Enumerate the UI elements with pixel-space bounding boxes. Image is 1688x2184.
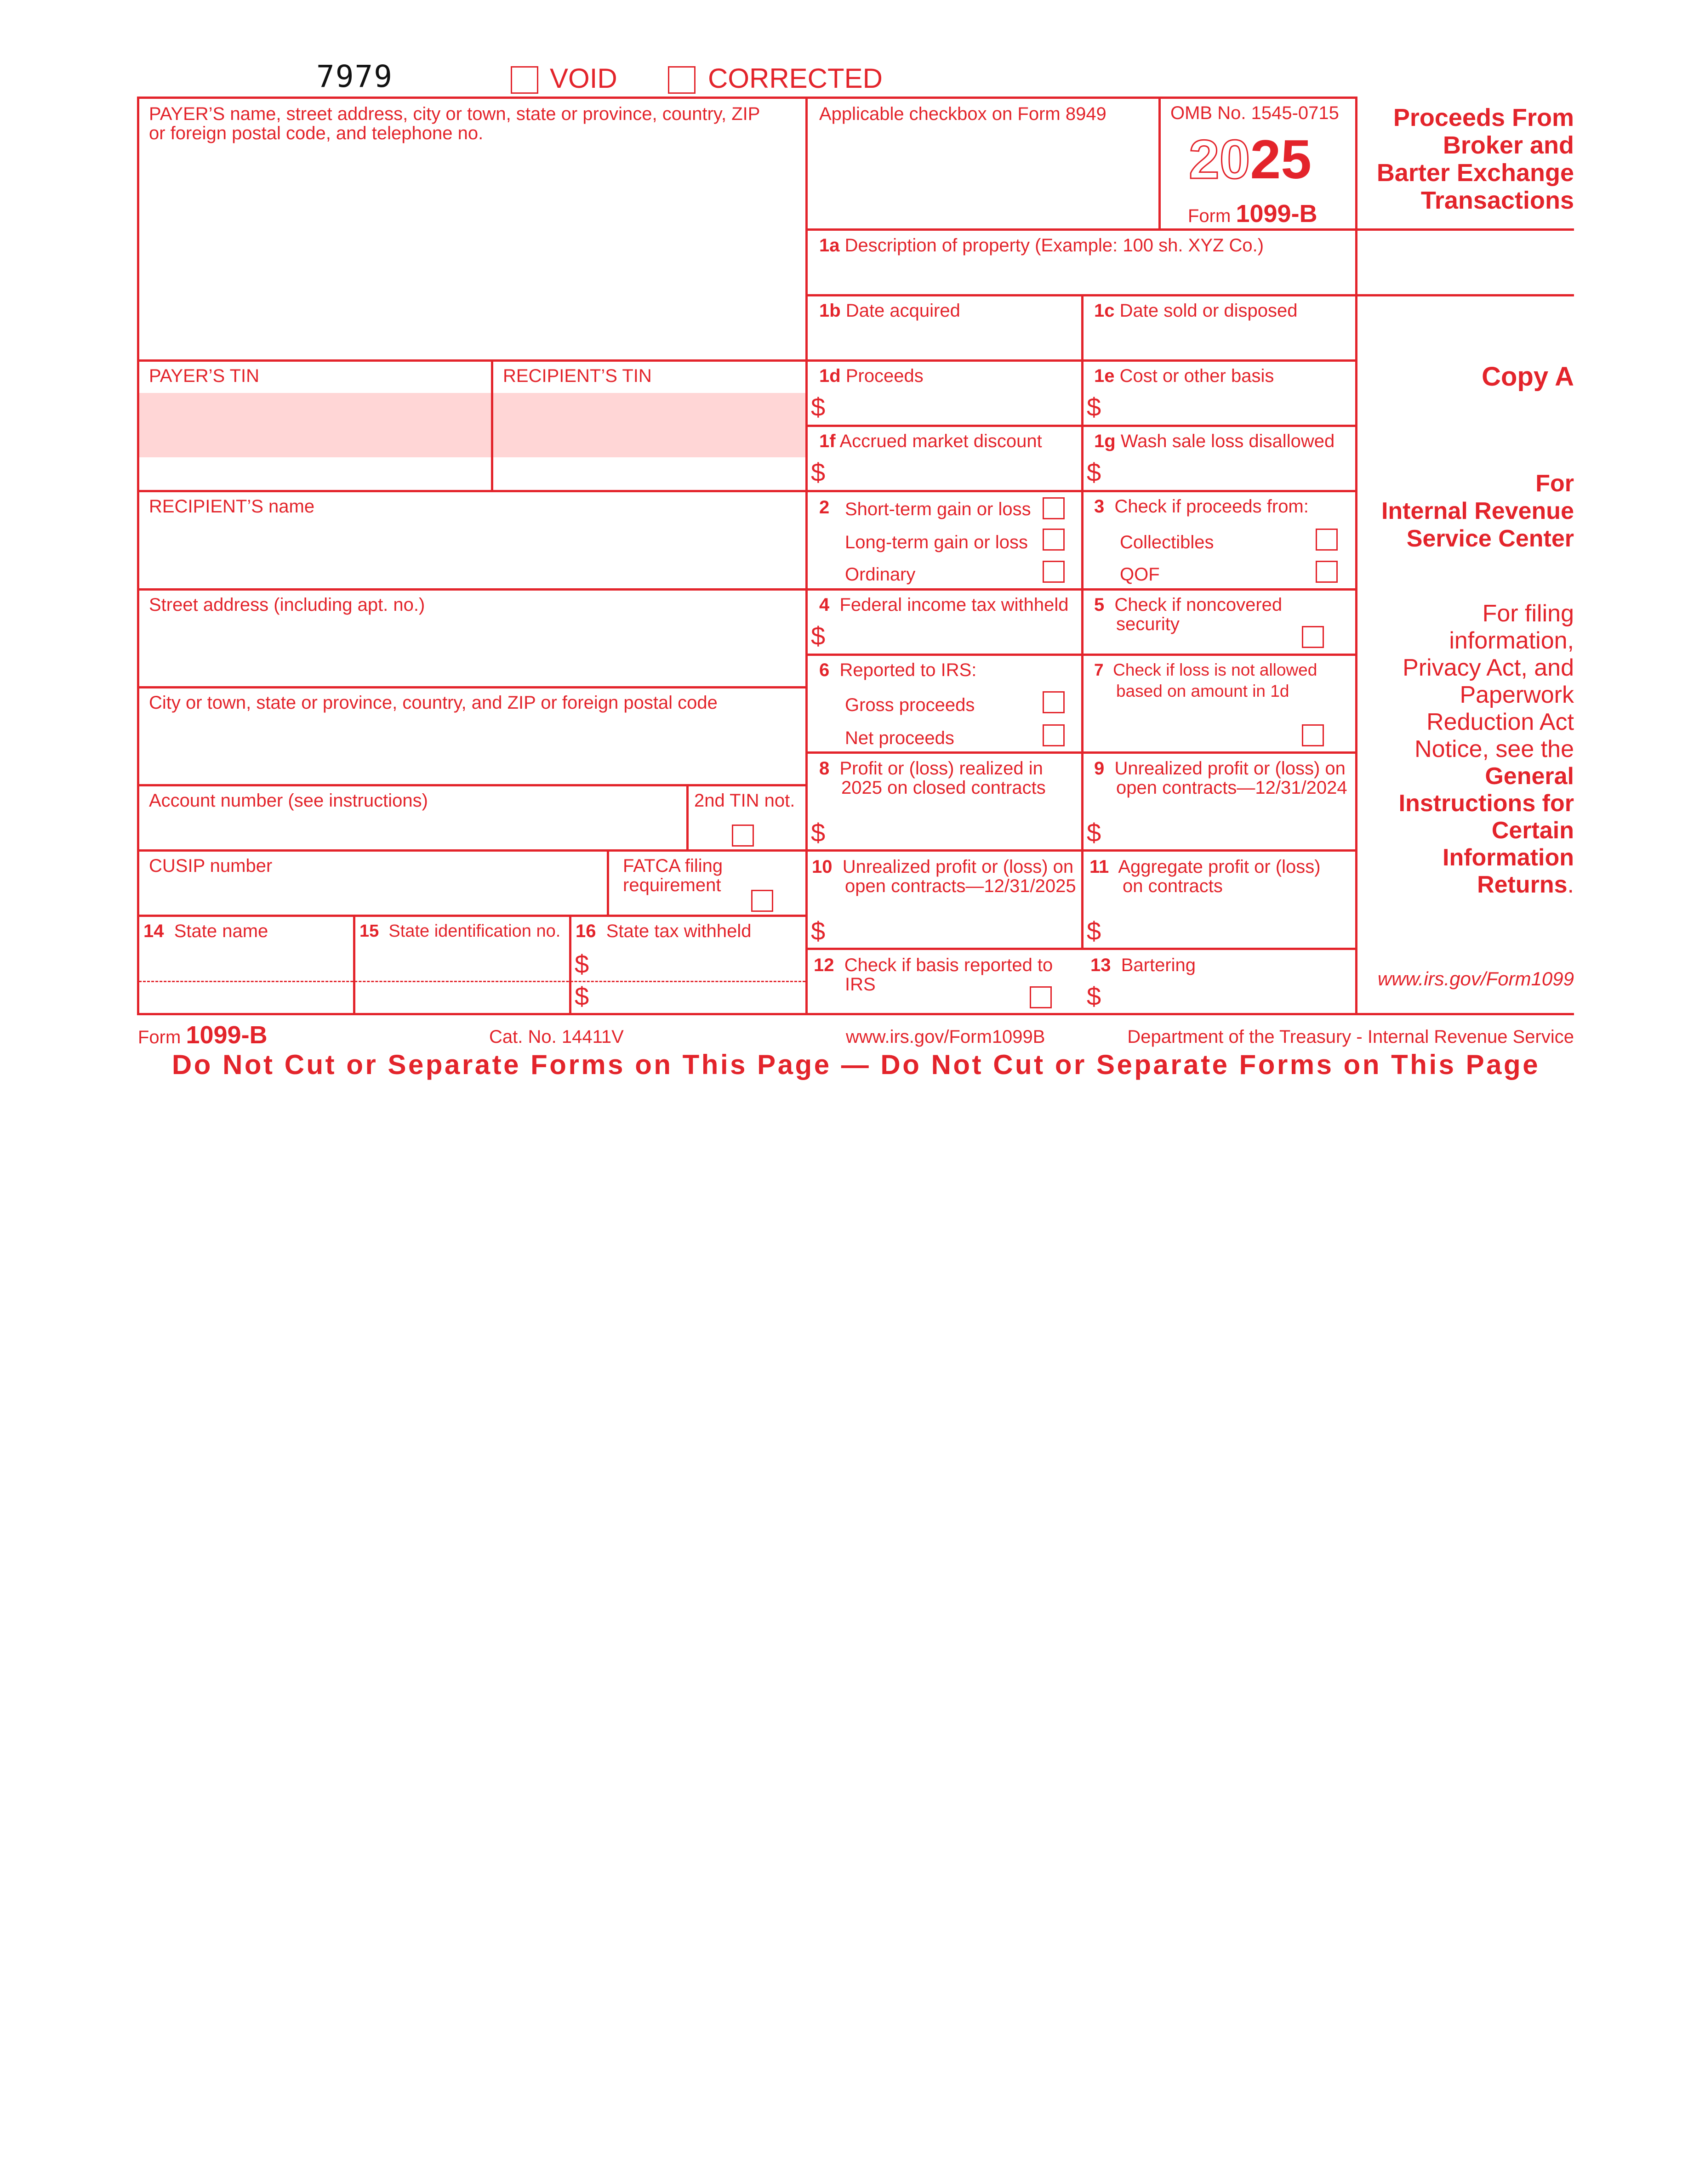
box9-label-2: open contracts—12/31/2024 xyxy=(1116,778,1347,798)
box2-long-label: Long-term gain or loss xyxy=(845,532,1028,552)
box13-label: 13 Bartering xyxy=(1090,955,1196,975)
footer-url[interactable]: www.irs.gov/Form1099B xyxy=(846,1027,1045,1047)
box4-dollar: $ xyxy=(811,621,826,650)
applicable-checkbox-label: Applicable checkbox on Form 8949 xyxy=(819,104,1106,124)
box5-label-1: 5 Check if noncovered xyxy=(1094,595,1283,615)
box12-label-1: 12 Check if basis reported to xyxy=(814,955,1053,975)
box1d-dollar: $ xyxy=(811,392,826,421)
form-title: Proceeds From Broker and Barter Exchange Transactions xyxy=(1376,104,1574,214)
void-checkbox[interactable] xyxy=(511,66,538,94)
box7-checkbox[interactable] xyxy=(1302,724,1324,746)
irs-url-side[interactable]: www.irs.gov/Form1099 xyxy=(1377,968,1574,990)
box10-label-2: open contracts—12/31/2025 xyxy=(845,876,1076,896)
footer-cat-no: Cat. No. 14411V xyxy=(489,1027,624,1047)
payer-name-label-2: or foreign postal code, and telephone no. xyxy=(149,123,484,143)
box9-dollar: $ xyxy=(1087,818,1101,847)
box7-label-1: 7 Check if loss is not allowed xyxy=(1094,660,1317,679)
box15-label: 15 State identification no. xyxy=(359,921,561,941)
box13-dollar: $ xyxy=(1087,982,1101,1011)
box1a-label: 1a Description of property (Example: 100 sh. XYZ Co.) xyxy=(819,235,1264,256)
box12-label-2: IRS xyxy=(845,974,876,995)
box6-gross-checkbox[interactable] xyxy=(1043,691,1065,713)
box11-label-1: 11 Aggregate profit or (loss) xyxy=(1089,857,1321,877)
box6-net-checkbox[interactable] xyxy=(1043,724,1065,746)
city-label: City or town, state or province, country, and ZIP or foreign postal code xyxy=(149,693,718,713)
do-not-cut-warning: Do Not Cut or Separate Forms on This Page — Do Not Cut or Separate Forms on This Page xyxy=(171,1049,1540,1080)
second-tin-label: 2nd TIN not. xyxy=(694,791,795,811)
box1g-dollar: $ xyxy=(1087,458,1101,487)
recipient-name-label: RECIPIENT’S name xyxy=(149,496,315,517)
tax-year: 2025 xyxy=(1189,129,1312,190)
filing-info-text: For filing information, Privacy Act, and Paperwork Reduction Act Notice, see the General Instructions for Certain Information Returns. xyxy=(1398,600,1574,898)
box5-label-2: security xyxy=(1116,614,1180,634)
form-name-top: Form 1099-B xyxy=(1188,200,1317,228)
box2-num: 2 xyxy=(819,497,830,518)
box11-dollar: $ xyxy=(1087,916,1101,945)
box3-collectibles-label: Collectibles xyxy=(1120,532,1214,552)
fatca-checkbox[interactable] xyxy=(751,890,773,912)
box2-ordinary-label: Ordinary xyxy=(845,564,916,585)
box3-qof-checkbox[interactable] xyxy=(1316,561,1338,583)
payer-tin-field[interactable] xyxy=(139,393,492,457)
box10-dollar: $ xyxy=(811,916,826,945)
box1e-dollar: $ xyxy=(1087,392,1101,421)
box2-short-checkbox[interactable] xyxy=(1043,497,1065,519)
box3-qof-label: QOF xyxy=(1120,564,1160,585)
payer-name-label-1: PAYER’S name, street address, city or town, state or province, country, ZIP xyxy=(149,104,760,124)
box1g-label: 1g Wash sale loss disallowed xyxy=(1094,431,1335,451)
box11-label-2: on contracts xyxy=(1123,876,1223,896)
box1d-label: 1d Proceeds xyxy=(819,366,924,386)
box1c-label: 1c Date sold or disposed xyxy=(1094,301,1298,321)
payer-tin-label: PAYER’S TIN xyxy=(149,366,260,386)
box2-short-label: Short-term gain or loss xyxy=(845,499,1031,519)
corrected-label: CORRECTED xyxy=(708,63,883,94)
box1e-label: 1e Cost or other basis xyxy=(1094,366,1274,386)
box4-label: 4 Federal income tax withheld xyxy=(819,595,1069,615)
box3-label: 3 Check if proceeds from: xyxy=(1094,496,1309,517)
void-label: VOID xyxy=(550,63,617,94)
box8-label-2: 2025 on closed contracts xyxy=(841,778,1046,798)
box1f-dollar: $ xyxy=(811,458,826,487)
box14-label: 14 State name xyxy=(143,921,268,941)
box2-ordinary-checkbox[interactable] xyxy=(1043,561,1065,583)
second-tin-checkbox[interactable] xyxy=(732,825,754,847)
box5-checkbox[interactable] xyxy=(1302,626,1324,648)
account-number-label: Account number (see instructions) xyxy=(149,791,428,811)
corrected-checkbox[interactable] xyxy=(668,66,696,94)
recipient-tin-field[interactable] xyxy=(493,393,807,457)
form-code: 7979 xyxy=(316,59,393,94)
box8-dollar: $ xyxy=(811,818,826,847)
box16-dollar-1: $ xyxy=(575,950,589,978)
recipient-tin-label: RECIPIENT’S TIN xyxy=(503,366,652,386)
omb-number: OMB No. 1545-0715 xyxy=(1170,103,1339,123)
box1f-label: 1f Accrued market discount xyxy=(819,431,1042,451)
box6-label: 6 Reported to IRS: xyxy=(819,660,977,680)
cusip-label: CUSIP number xyxy=(149,856,273,876)
street-address-label: Street address (including apt. no.) xyxy=(149,595,425,615)
box10-label-1: 10 Unrealized profit or (loss) on xyxy=(812,857,1074,877)
copy-a-label: Copy A xyxy=(1482,362,1574,392)
footer-form-name: Form 1099-B xyxy=(138,1021,268,1049)
box3-collectibles-checkbox[interactable] xyxy=(1316,529,1338,551)
footer-department: Department of the Treasury - Internal Revenue Service xyxy=(1127,1027,1574,1047)
box8-label-1: 8 Profit or (loss) realized in xyxy=(819,758,1043,779)
for-irs-text: For Internal Revenue Service Center xyxy=(1381,470,1574,552)
box12-checkbox[interactable] xyxy=(1030,986,1052,1008)
box7-label-2: based on amount in 1d xyxy=(1116,682,1289,700)
box9-label-1: 9 Unrealized profit or (loss) on xyxy=(1094,758,1346,779)
fatca-label-1: FATCA filing xyxy=(623,856,723,876)
box6-net-label: Net proceeds xyxy=(845,728,954,748)
box2-long-checkbox[interactable] xyxy=(1043,529,1065,551)
fatca-label-2: requirement xyxy=(623,875,721,895)
box16-dollar-2: $ xyxy=(575,982,589,1011)
box16-label: 16 State tax withheld xyxy=(576,921,752,941)
box6-gross-label: Gross proceeds xyxy=(845,695,975,715)
box1b-label: 1b Date acquired xyxy=(819,301,960,321)
